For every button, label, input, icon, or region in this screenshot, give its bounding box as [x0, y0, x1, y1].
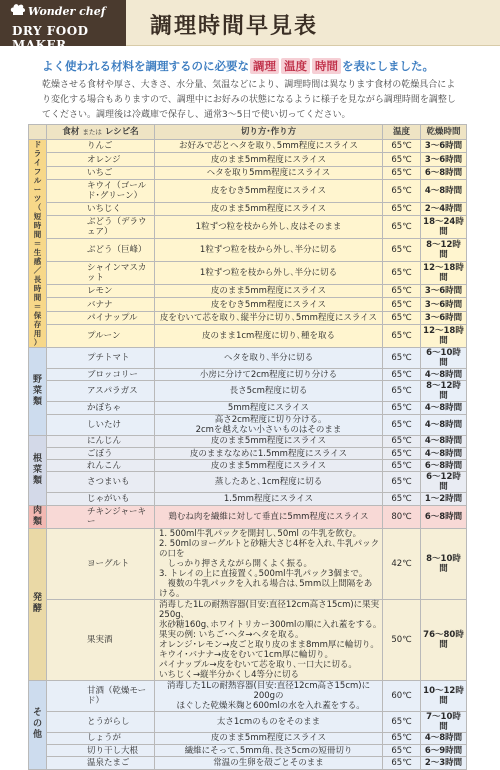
temperature: 65℃ — [383, 298, 421, 311]
table-row — [29, 298, 467, 311]
category-label: 肉 類 — [29, 505, 47, 528]
food-name: アスパラガス — [47, 381, 155, 402]
drying-time: 8〜12時間 — [421, 381, 467, 402]
drying-time: 4〜8時間 — [421, 369, 467, 381]
food-name: かぼちゃ — [47, 402, 155, 414]
temperature: 65℃ — [383, 284, 421, 297]
temperature: 65℃ — [383, 166, 421, 179]
food-name: 甘酒（乾燥モード） — [47, 680, 155, 711]
drying-time: 8〜12時間 — [421, 239, 467, 262]
cut-method: 高さ2cm程度に切り分ける｡ 2cmを越えない小さいものはそのまま — [155, 414, 383, 435]
cut-method: 皮のまま5mm程度にスライス — [155, 732, 383, 744]
drying-time: 4〜8時間 — [421, 402, 467, 414]
food-name: チキンジャーキー — [47, 505, 155, 528]
header-food: 食材 または レシピ名 — [47, 125, 155, 140]
cut-method: 常温の生卵を殻ごとそのまま — [155, 757, 383, 769]
food-name: プルーン — [47, 325, 155, 348]
drying-time: 12〜18時間 — [421, 262, 467, 285]
temperature: 65℃ — [383, 153, 421, 166]
table-body — [29, 140, 467, 770]
cut-method: 皮をむいて芯を取り､縦半分に切り､5mm程度にスライス — [155, 311, 383, 324]
table-row — [29, 239, 467, 262]
cut-method: 皮のままななめに1.5mm程度にスライス — [155, 447, 383, 459]
temperature: 42℃ — [383, 528, 421, 599]
food-name: じゃがいも — [47, 493, 155, 505]
food-name: ぶどう（巨峰） — [47, 239, 155, 262]
temperature: 50℃ — [383, 599, 421, 680]
food-name: 切り干し大根 — [47, 745, 155, 757]
food-name: さつまいも — [47, 472, 155, 493]
recipe-steps: 消毒した1Lの耐熱容器(目安:直径12cm高さ15cm)に果実250g､ 氷砂糖160g､ホワイトリカー300mlの順に入れ蓋をする｡ 果実の例: いちご･ヘタ→ヘタを取る｡ オレンジ･レモン→皮ごと取り皮のまま8mm厚に輪切り｡ キウイ･バナナ→皮をむいて1cm厚に輪切り｡ パイナップル→皮をむいて芯を取り､一口大に切る｡ いちじく→縦半分かくし4等分に切る — [155, 599, 383, 680]
table-row — [29, 460, 467, 472]
cut-method: 1.5mm程度にスライス — [155, 493, 383, 505]
category-label: 発 酵 — [29, 528, 47, 680]
food-name: 果実酒 — [47, 599, 155, 680]
temperature: 65℃ — [383, 711, 421, 732]
cut-method: 皮のまま5mm程度にスライス — [155, 435, 383, 447]
drying-time: 2〜3時間 — [421, 757, 467, 769]
temperature: 65℃ — [383, 140, 421, 153]
category-label: 根 菜 類 — [29, 435, 47, 505]
table-row — [29, 505, 467, 528]
table-row — [29, 447, 467, 459]
drying-time: 8〜10時間 — [421, 528, 467, 599]
cut-method: 皮のまま5mm程度にスライス — [155, 202, 383, 215]
food-name: れんこん — [47, 460, 155, 472]
temperature: 65℃ — [383, 262, 421, 285]
drying-time: 3〜6時間 — [421, 284, 467, 297]
drying-time: 76〜80時間 — [421, 599, 467, 680]
tag-time: 時間 — [312, 58, 341, 74]
temperature: 65℃ — [383, 325, 421, 348]
drying-time: 6〜8時間 — [421, 505, 467, 528]
cut-method: お好みで芯とヘタを取り､5mm程度にスライス — [155, 140, 383, 153]
cut-method: 皮のまま5mm程度にスライス — [155, 153, 383, 166]
food-name: オレンジ — [47, 153, 155, 166]
temperature: 65℃ — [383, 757, 421, 769]
category-label: そ の 他 — [29, 680, 47, 769]
temperature: 65℃ — [383, 493, 421, 505]
drying-time: 3〜6時間 — [421, 298, 467, 311]
table-row — [29, 325, 467, 348]
cut-method: 5mm程度にスライス — [155, 402, 383, 414]
cut-method: 繊維にそって､5mm角､長さ5cmの短冊切り — [155, 745, 383, 757]
food-name: りんご — [47, 140, 155, 153]
table-row — [29, 311, 467, 324]
temperature: 65℃ — [383, 369, 421, 381]
table-row — [29, 732, 467, 744]
cooking-time-table — [28, 124, 467, 770]
table-row — [29, 262, 467, 285]
drying-time: 7〜10時間 — [421, 711, 467, 732]
temperature: 65℃ — [383, 311, 421, 324]
page-title: 調理時間早見表 — [150, 14, 319, 39]
temperature: 65℃ — [383, 381, 421, 402]
table-row — [29, 348, 467, 369]
drying-time: 18〜24時間 — [421, 216, 467, 239]
drying-time: 3〜6時間 — [421, 153, 467, 166]
cut-method: 1粒ずつ粒を枝から外し､半分に切る — [155, 239, 383, 262]
drying-time: 3〜6時間 — [421, 311, 467, 324]
cut-method: 1粒ずつ粒を枝から外し､皮はそのまま — [155, 216, 383, 239]
drying-time: 2〜4時間 — [421, 202, 467, 215]
description: 乾燥させる食材や厚さ、大きさ、水分量、気温などにより、調理時間は異なります食材の乾燥具合により変化する場合もありますので、調理中にお好みの状態になるように様子を見ながら調理時間を調整してください。調理後は冷蔵庫で保存し、通常3～5日で使い切ってください。 — [42, 80, 456, 120]
header-category — [29, 125, 47, 140]
cut-method: 消毒した1Lの耐熱容器(目安:直径12cm高さ15cm)に200gの ほぐした乾燥米麹と600mlの水を入れ蓋をする｡ — [155, 680, 383, 711]
drying-time: 4〜8時間 — [421, 447, 467, 459]
cut-method: 長さ5cm程度に切る — [155, 381, 383, 402]
food-name: レモン — [47, 284, 155, 297]
header-time: 乾燥時間 — [421, 125, 467, 140]
drying-time: 6〜10時間 — [421, 348, 467, 369]
food-name: ぶどう（デラウェア） — [47, 216, 155, 239]
food-name: シャインマスカット — [47, 262, 155, 285]
temperature: 65℃ — [383, 447, 421, 459]
table-row — [29, 680, 467, 711]
table-row — [29, 528, 467, 599]
temperature: 65℃ — [383, 216, 421, 239]
food-name: バナナ — [47, 298, 155, 311]
cut-method: ヘタを取り5mm程度にスライス — [155, 166, 383, 179]
food-name: キウイ（ゴールド･グリーン） — [47, 180, 155, 203]
table-row — [29, 493, 467, 505]
temperature: 65℃ — [383, 460, 421, 472]
temperature: 65℃ — [383, 745, 421, 757]
table-row — [29, 414, 467, 435]
cut-method: 皮のまま5mm程度にスライス — [155, 460, 383, 472]
cut-method: 太さ1cmのものをそのまま — [155, 711, 383, 732]
cut-method: 皮のまま1cm程度に切り､種を取る — [155, 325, 383, 348]
table-row — [29, 202, 467, 215]
cut-method: 1粒ずつ粒を枝から外し､半分に切る — [155, 262, 383, 285]
cut-method: 鶏むね肉を繊維に対して垂直に5mm程度にスライス — [155, 505, 383, 528]
drying-time: 12〜18時間 — [421, 325, 467, 348]
table-row — [29, 180, 467, 203]
food-name: 温泉たまご — [47, 757, 155, 769]
temperature: 65℃ — [383, 414, 421, 435]
food-name: とうがらし — [47, 711, 155, 732]
temperature: 65℃ — [383, 180, 421, 203]
logo-script-text: Wonder chef — [28, 5, 106, 18]
intro-before: よく使われる材料を調理するのに必要な — [42, 59, 249, 73]
header-cut: 切り方･作り方 — [155, 125, 383, 140]
drying-time: 4〜8時間 — [421, 180, 467, 203]
table-row — [29, 599, 467, 680]
cut-method: 皮をむき5mm程度にスライス — [155, 180, 383, 203]
table-row — [29, 757, 467, 769]
food-name: ブロッコリー — [47, 369, 155, 381]
temperature: 65℃ — [383, 402, 421, 414]
food-name: ヨーグルト — [47, 528, 155, 599]
cut-method: 小房に分けて2cm程度に切り分ける — [155, 369, 383, 381]
recipe-steps: 1. 500ml牛乳パックを開封し､50ml の牛乳を飲む｡ 2. 50mlのヨーグルトと砂糖大さじ4杯を入れ､牛乳パックの口を しっかり押さえながら開くよく振る｡ 3. トレイの上に直接置く｡500ml牛乳パック3個まで｡ 複数の牛乳パックを入れる場合は､5mm以上間隔をあける｡ — [155, 528, 383, 599]
temperature: 65℃ — [383, 348, 421, 369]
food-name: しょうが — [47, 732, 155, 744]
temperature: 65℃ — [383, 732, 421, 744]
tag-temperature: 温度 — [281, 58, 310, 74]
cut-method: 皮をむき5mm程度にスライス — [155, 298, 383, 311]
drying-time: 6〜12時間 — [421, 472, 467, 493]
table-row — [29, 402, 467, 414]
drying-time: 4〜8時間 — [421, 414, 467, 435]
chef-hat-icon — [10, 2, 26, 18]
intro-after: を表にしました。 — [342, 59, 434, 73]
drying-time: 3〜6時間 — [421, 140, 467, 153]
table-row — [29, 140, 467, 153]
food-name: いちご — [47, 166, 155, 179]
food-name: しいたけ — [47, 414, 155, 435]
table-row — [29, 284, 467, 297]
table-header-row — [29, 125, 467, 140]
table-row — [29, 472, 467, 493]
table-row — [29, 216, 467, 239]
header-temp: 温度 — [383, 125, 421, 140]
drying-time: 10〜12時間 — [421, 680, 467, 711]
temperature: 60℃ — [383, 680, 421, 711]
table-row — [29, 435, 467, 447]
food-name: パイナップル — [47, 311, 155, 324]
temperature: 65℃ — [383, 472, 421, 493]
food-name: にんじん — [47, 435, 155, 447]
table-row — [29, 153, 467, 166]
drying-time: 6〜9時間 — [421, 745, 467, 757]
page-header — [0, 0, 500, 52]
food-name: いちじく — [47, 202, 155, 215]
table-row — [29, 369, 467, 381]
drying-time: 4〜8時間 — [421, 435, 467, 447]
brand-logo — [0, 0, 126, 52]
temperature: 65℃ — [383, 239, 421, 262]
table-row — [29, 711, 467, 732]
food-name: ごぼう — [47, 447, 155, 459]
drying-time: 1〜2時間 — [421, 493, 467, 505]
category-label: 野 菜 類 — [29, 348, 47, 436]
temperature: 65℃ — [383, 202, 421, 215]
cut-method: 皮のまま5mm程度にスライス — [155, 284, 383, 297]
drying-time: 6〜8時間 — [421, 166, 467, 179]
table-row — [29, 745, 467, 757]
cut-method: ヘタを取り､半分に切る — [155, 348, 383, 369]
cut-method: 蒸したあと､1cm程度に切る — [155, 472, 383, 493]
table-row — [29, 166, 467, 179]
tag-cooking: 調理 — [250, 58, 279, 74]
temperature: 80℃ — [383, 505, 421, 528]
drying-time: 6〜8時間 — [421, 460, 467, 472]
logo-main-text: DRY FOOD MAKER — [12, 24, 89, 52]
drying-time: 4〜8時間 — [421, 732, 467, 744]
table-row — [29, 381, 467, 402]
temperature: 65℃ — [383, 435, 421, 447]
food-name: プチトマト — [47, 348, 155, 369]
category-label: ド ラ イ フ ル ー ツ （ 短 時 間 ＝ 生 感 ／ 長 時 間 ＝ 保 存 用 ） — [29, 140, 47, 348]
intro-line — [42, 58, 434, 74]
